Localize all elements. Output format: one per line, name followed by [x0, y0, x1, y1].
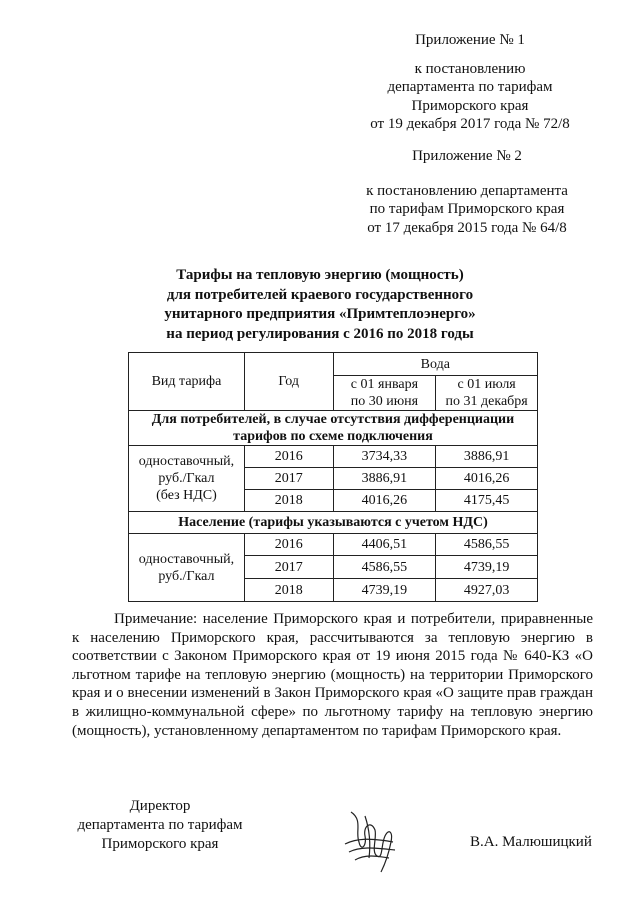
- section-title-line: тарифов по схеме подключения: [233, 429, 433, 444]
- tariff-table: [128, 352, 538, 602]
- type-line: руб./Гкал: [158, 568, 215, 584]
- cell-year: 2017: [244, 468, 333, 490]
- appendix-2-line: от 17 декабря 2015 года № 64/8: [367, 219, 567, 236]
- title-line: Тарифы на тепловую энергию (мощность): [176, 267, 464, 283]
- title-line: для потребителей краевого государственного: [166, 286, 474, 303]
- section-2-title: Население (тарифы указываются с учетом НДС): [129, 512, 538, 534]
- cell-value: 3886,91: [333, 468, 436, 490]
- cell-value: 4406,51: [333, 534, 436, 556]
- appendix-1-header: [360, 31, 580, 134]
- type-line: руб./Гкал: [158, 471, 215, 486]
- cell-value: 4586,55: [333, 556, 436, 579]
- appendix-1-line: департамента по тарифам: [387, 79, 553, 95]
- cell-value: 4016,26: [436, 468, 538, 490]
- type-line: одноставочный,: [138, 454, 235, 469]
- section-1-tariff-type: [129, 446, 245, 512]
- appendix-2-header: [347, 147, 587, 237]
- cell-value: 4739,19: [333, 579, 436, 602]
- appendix-1-title: Приложение № 1: [415, 32, 525, 48]
- appendix-2-line: по тарифам Приморского края: [369, 201, 565, 217]
- cell-value: 3734,33: [333, 446, 436, 468]
- cell-value: 3886,91: [436, 446, 538, 468]
- section-row: [129, 512, 538, 534]
- signatory-position: [60, 797, 260, 854]
- cell-year: 2016: [244, 534, 333, 556]
- section-title-line: Для потребителей, в случае отсутствия дифференциации: [151, 412, 515, 427]
- note-paragraph: Примечание: население Приморского края и потребители, приравненные к населению Приморского края, рассчитываются за тепловую энергию в соответствии с Законом Приморского края от 19 июня 2015 года № 640-КЗ «О льготном тарифе на тепловую энергию (мощность) на территории Приморского края и о внесении изменений в Закон Приморского края «О защите прав граждан в жилищно-коммунальной сфере» по льготному тарифу на тепловую энергию (мощность), установленному департаментом по тарифам Приморского края.: [72, 611, 593, 739]
- title-line: унитарного предприятия «Примтеплоэнерго»: [164, 306, 476, 322]
- appendix-2-line: к постановлению департамента: [366, 182, 568, 199]
- cell-year: 2018: [244, 490, 333, 512]
- cell-year: 2017: [244, 556, 333, 579]
- document-title: [110, 266, 530, 344]
- signatory-name: В.А. Малюшицкий: [470, 834, 592, 850]
- period-line: с 01 июля: [457, 377, 516, 392]
- cell-year: 2018: [244, 579, 333, 602]
- position-line: Директор: [129, 798, 191, 814]
- position-line: департамента по тарифам: [77, 817, 243, 833]
- cell-value: 4586,55: [436, 534, 538, 556]
- appendix-1-line: к постановлению: [414, 60, 526, 77]
- table-row: [129, 446, 538, 468]
- header-tariff-type: Вид тарифа: [129, 353, 245, 411]
- section-1-title: [129, 411, 538, 446]
- cell-value: 4016,26: [333, 490, 436, 512]
- appendix-1-line: Приморского края: [411, 97, 529, 114]
- header-period-1: [333, 376, 436, 411]
- period-line: по 31 декабря: [445, 394, 528, 409]
- cell-year: 2016: [244, 446, 333, 468]
- cell-value: 4175,45: [436, 490, 538, 512]
- type-line: (без НДС): [156, 488, 217, 503]
- type-line: одноставочный,: [138, 551, 235, 567]
- cell-value: 4927,03: [436, 579, 538, 602]
- table-row: [129, 534, 538, 556]
- header-period-2: [436, 376, 538, 411]
- title-line: на период регулирования с 2016 по 2018 годы: [166, 325, 474, 342]
- appendix-2-title: Приложение № 2: [412, 148, 522, 164]
- header-year: Год: [244, 353, 333, 411]
- cell-value: 4739,19: [436, 556, 538, 579]
- section-2-tariff-type: [129, 534, 245, 602]
- period-line: по 30 июня: [350, 394, 419, 409]
- section-row: [129, 411, 538, 446]
- header-water: Вода: [333, 353, 537, 376]
- table-header-row: [129, 353, 538, 376]
- handwritten-signature-icon: [335, 808, 405, 883]
- period-line: с 01 января: [350, 377, 419, 392]
- position-line: Приморского края: [101, 836, 219, 852]
- appendix-1-line: от 19 декабря 2017 года № 72/8: [370, 116, 570, 132]
